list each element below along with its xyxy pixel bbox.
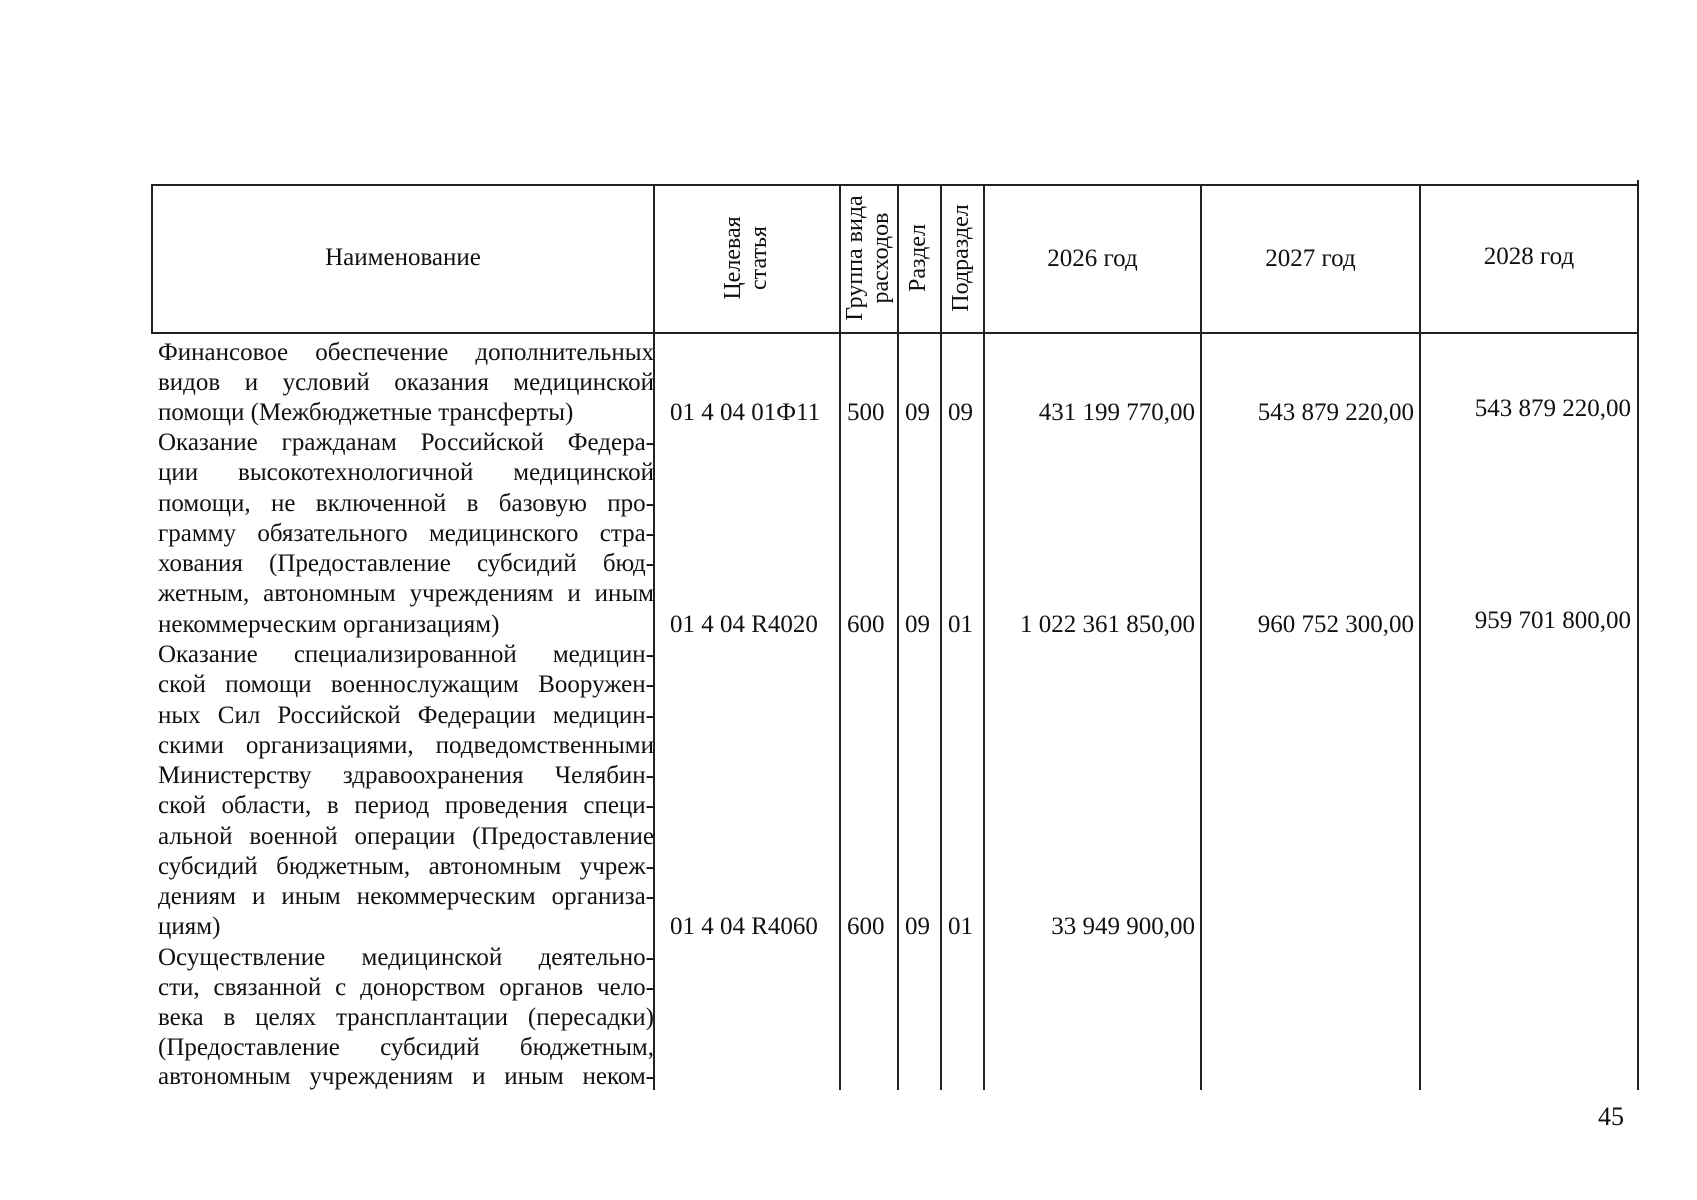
- row-name-line: дениям и иным некоммерческим организа-: [158, 883, 654, 910]
- header-target-article: [720, 216, 772, 299]
- row-2026: 1 022 361 850,00: [1020, 611, 1195, 638]
- row-name-line: ции высокотехнологичной медицинской: [158, 459, 654, 486]
- row-name-line: ных Сил Российской Федерации медицин-: [158, 702, 654, 729]
- row-name-line: века в целях трансплантации (пересадки): [158, 1004, 654, 1031]
- row-2027: 960 752 300,00: [1257, 611, 1414, 638]
- row-name-line: грамму обязательного медицинского стра-: [158, 520, 654, 547]
- row-name-line: автономным учреждениям и иным неком-: [158, 1063, 654, 1090]
- header-expense-group: [842, 195, 894, 320]
- row-name-line: циям): [158, 913, 221, 940]
- header-expense-group-line2: расходов: [868, 212, 894, 304]
- row-name-line: альной военной операции (Предоставление: [158, 823, 654, 850]
- col-border-5: [983, 184, 985, 1090]
- header-section: Раздел: [905, 224, 931, 292]
- row-article: 01 4 04 R4020: [670, 611, 818, 638]
- row-name-line: помощи (Межбюджетные трансферты): [158, 399, 574, 426]
- row-section: 09: [905, 611, 930, 638]
- row-article: 01 4 04 01Ф11: [670, 399, 821, 426]
- col-border-6: [1200, 184, 1202, 1090]
- row-name-line: жетным, автономным учреждениям и иным: [158, 580, 654, 607]
- row-2027: 543 879 220,00: [1257, 399, 1414, 426]
- col-border-3: [897, 184, 899, 1090]
- page-number: 45: [1598, 1102, 1624, 1131]
- col-border-4: [940, 184, 942, 1090]
- row-name-line: Осуществление медицинской деятельно-: [158, 944, 654, 971]
- row-article: 01 4 04 R4060: [670, 913, 818, 940]
- row-name-line: хования (Предоставление субсидий бюд-: [158, 550, 654, 577]
- header-2027: 2027 год: [1265, 245, 1356, 272]
- header-name: Наименование: [325, 244, 481, 271]
- row-name-line: Финансовое обеспечение дополнительных: [158, 339, 654, 366]
- row-2026: 431 199 770,00: [1038, 399, 1195, 426]
- header-target-article-line1: Целевая: [720, 216, 746, 300]
- col-border-7: [1419, 184, 1421, 1090]
- col-border-8: [1637, 180, 1639, 1090]
- table-top-border: [151, 184, 1638, 186]
- row-group: 600: [847, 913, 885, 940]
- row-2026: 33 949 900,00: [1051, 913, 1195, 940]
- row-name-line: Министерству здравоохранения Челябин-: [158, 762, 654, 789]
- header-target-article-line2: статья: [746, 226, 772, 290]
- header-subsection: Подраздел: [948, 204, 974, 312]
- row-name-line: некоммерческим организациям): [158, 611, 500, 638]
- col-border-2: [839, 184, 841, 1090]
- row-2028: 959 701 800,00: [1474, 607, 1631, 634]
- row-2028: 543 879 220,00: [1474, 395, 1631, 422]
- row-name-line: помощи, не включенной в базовую про-: [158, 490, 654, 517]
- row-name-line: ской помощи военнослужащим Вооружен-: [158, 671, 654, 698]
- row-name-line: скими организациями, подведомственными: [158, 732, 654, 759]
- row-name-line: сти, связанной с донорством органов чело-: [158, 974, 654, 1001]
- header-2028: 2028 год: [1483, 243, 1575, 270]
- row-group: 600: [847, 611, 885, 638]
- row-name-line: (Предоставление субсидий бюджетным,: [158, 1034, 654, 1061]
- row-subsection: 01: [948, 913, 973, 940]
- row-name-line: субсидий бюджетным, автономным учреж-: [158, 853, 654, 880]
- row-section: 09: [905, 399, 930, 426]
- row-group: 500: [847, 399, 885, 426]
- row-name-line: Оказание гражданам Российской Федера-: [158, 429, 654, 456]
- row-name-line: Оказание специализированной медицин-: [158, 641, 654, 668]
- row-name-line: видов и условий оказания медицинской: [158, 369, 654, 396]
- row-subsection: 01: [948, 611, 973, 638]
- header-bottom-border: [151, 332, 1638, 334]
- header-expense-group-line1: Группа вида: [842, 195, 868, 321]
- row-subsection: 09: [948, 399, 973, 426]
- header-2026: 2026 год: [1047, 245, 1138, 272]
- row-name-line: ской области, в период проведения специ-: [158, 792, 654, 819]
- row-section: 09: [905, 913, 930, 940]
